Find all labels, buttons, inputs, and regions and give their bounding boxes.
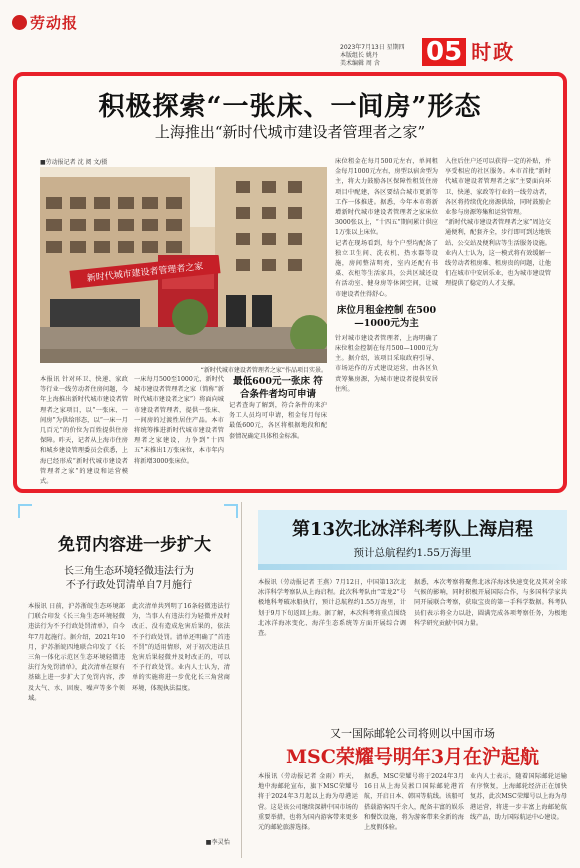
story-d-column-1: 本报讯（劳动报记者 金雨）昨天，地中海邮轮宣布，旗下MSC荣耀号将于2024年3月起以上海为母港运营。这是该公司继续深耕中国市场的重要举措，也将为国内游客带来更多元的邮轮旅游选择。 <box>258 773 358 832</box>
story-b-column-2: 此次清单共列明了16条轻微违法行为，当事人有违法行为轻微并及时改正、没有造成危害后果的，依法不予行政处罚。清单还明确了“首违不罚”的适用情形，对于初次违法且危害后果轻微并及时改正的，可以不予行政处罚。业内人士认为，清单的实施将进一步优化长三角营商环境，体现执法温度。 <box>132 603 230 692</box>
page-label <box>422 38 515 66</box>
lead-photo[interactable] <box>40 167 327 363</box>
lead-column-2b: 最低600元一张床 符合条件者均可申请 记者查询了解到，符合条件的来沪务工人员均可申请，租金每月每床最低600元，各区将根据地段和配套情况确定具体租金标准。 <box>229 376 327 440</box>
photo-caption: “新时代城市建设者管理者之家”作品项目实景。 <box>200 367 327 374</box>
story-b-column-1: 本报讯 日前，沪苏浙皖生态环境部门联合印发《长三角生态环境轻微违法行为不予行政处罚清单》，自今年7月起施行。据介绍，2021年10月，沪苏浙皖四地联合印发了《长三角一体化示范区生态环境轻微违法行为免罚清单》，此次清单在原有基础上进一步扩大了免罚内容，涉及大气、水、固废、噪声等多个领域。 <box>28 603 125 702</box>
story-c-banner[interactable] <box>258 510 567 570</box>
editor-line: 本版组长 姚丹 <box>340 52 378 59</box>
story-eco-penalty[interactable] <box>28 510 230 858</box>
story-c-column-2: 据悉，本次考察将聚焦北冰洋海冰快速变化及其对全球气候的影响，同时积极开展国际合作，与多国科学家共同开展联合考察，获取宝贵的第一手科学数据。科考队员们表示将全力以赴，圆满完成各项考察任务，为极地科学研究贡献中国力量。 <box>414 579 567 627</box>
column-divider <box>241 502 242 858</box>
story-b-headline: 免罚内容进一步扩大 <box>58 535 211 555</box>
edition-meta <box>340 44 405 68</box>
building-photo-illustration <box>40 167 327 363</box>
story-b-byline: ■李灵怡 <box>205 839 230 846</box>
page-section-name: 时政 <box>471 40 516 64</box>
date-line: 2023年7月13日 星期四 <box>340 44 405 51</box>
story-b-subheadline-2: 不予行政处罚清单自7月施行 <box>65 580 193 591</box>
page-number: 05 <box>422 38 466 66</box>
lead-headline: 积极探索“一张床、一间房”形态 <box>98 92 482 122</box>
story-d-column-3: 业内人士表示，随着国际邮轮运输有序恢复，上海邮轮经济正在加快复苏，此次MSC荣耀号以上海为母港运营，将进一步丰富上海邮轮航线产品，助力国际航运中心建设。 <box>470 773 567 821</box>
lead-subhead-b: 床位月租金控制 在500—1000元为主 <box>336 304 437 329</box>
lead-column-2: 一床每月500至1000元，新时代城市建设者管理者之家（简称“新时代城市建设者之家”）将面向城市建设者管理者，提供一张床、一间房的过渡性居住产品。本市将统筹推进新时代城市建设者管理者之家建设，力争到“十四五”末推出1万张床位，本市年内将新增3000张床位。 <box>134 376 224 465</box>
lead-column-1: 本报讯 针对环卫、快递、家政等行业一线劳动者住房问题，今年上海推出新时代城市建设者管理者之家项目，以“一张床、一间房”为供给形态，以“一床一月几百元”的价位为百姓提供住房保障。昨天，记者从上海市住房和城乡建设管理委员会获悉，上海已经形成“新时代城市建设者管理者之家”的建设和运营模式。 <box>40 376 128 486</box>
lead-subheadline: 上海推出“新时代城市建设者管理者之家” <box>154 123 426 141</box>
designer-line: 美术编辑 周 含 <box>340 60 380 67</box>
corner-decoration <box>18 504 32 518</box>
story-d-headline: MSC荣耀号明年3月在沪起航 <box>285 746 540 768</box>
story-d-pretitle: 又一国际邮轮公司将则以中国市场 <box>330 727 495 740</box>
logo-mark-icon <box>12 15 27 30</box>
newspaper-logo: 劳动报 <box>12 12 78 33</box>
lead-column-4: 入住后住户还可以获得一定的补贴，并享受相应的社区服务。本市首批“新时代城市建设者管理者之家”主要面向环卫、快递、家政等行业的一线劳动者，各区将持续优化房源供给，同时鼓励企业参与房源筹集和运营管理。 “新时代城市建设者管理者之家”周边交通便利，配套齐全，步行即可到达地铁站、公交站及便利店等生活服务设施。业内人士认为，这一模式将有效缓解一线劳动者租房难、租房贵的问题，让他们在城市中安居乐业，也为城市建设管理提供了稳定的人才支撑。 <box>445 158 551 288</box>
lead-column-3: 床位租金在每月500元左右，单间租金每月1000元左右，房型以宿舍型为主，将大力鼓励各区保障性租赁住房项目中配建，各区要结合城市更新等工作一体推进。据悉，今年本市将新增新时代城市建设者管理者之家床位3000张以上，“十四五”期间累计供应1万张以上床位。 记者在现场看到，每个户型均配备了独立卫生间、洗衣机、热水器等设施，房间整洁明亮，室内还配有书桌、衣柜等生活家具，公共区域还设有活动室、健身房等休闲空间，让城市建设者住得舒心。 床位月租金控制 在500—1000元为主 针对城市建设者管理者，上海明确了床位租金控制在每月500—1000元为主。据介绍，该项目采取政府引导、市场运作的方式建设运营，由各区负责筹集房源，为城市建设者提供安居住所。 <box>335 158 438 393</box>
photo-signboard-text: 新时代城市建设者管理者之家 <box>86 261 204 285</box>
story-c-headline: 第13次北冰洋科考队上海启程 <box>291 519 534 540</box>
story-c-subheadline: 预计总航程约1.55万海里 <box>353 547 472 559</box>
story-d-column-2: 据悉，MSC荣耀号将于2024年3月16日从上海吴淞口国际邮轮港首航，开启日本、韩国等航线。该船可搭载游客四千余人，配备丰富的娱乐和餐饮设施，将为游客带来全新的海上度假体验。 <box>364 773 464 832</box>
story-c-column-1: 本报讯（劳动报记者 王燕）7月12日，中国第13次北冰洋科学考察队从上海启程。此次科考队由“雪龙2”号极地科考破冰船执行，预计总航程约1.55万海里，计划于9月下旬返回上海。据了解，本次科考将重点围绕北冰洋海冰变化、海洋生态系统等方面开展综合调查。 <box>258 579 406 638</box>
story-b-subheadline-1: 长三角生态环境轻微违法行为 <box>64 566 194 577</box>
corner-decoration <box>224 504 238 518</box>
masthead <box>0 0 580 70</box>
lead-subhead-a: 最低600元一张床 符合条件者均可申请 <box>233 376 323 400</box>
lead-story[interactable] <box>13 72 567 493</box>
photo-credit: ■劳动报记者 沈 阅 文/摄 <box>40 159 108 166</box>
